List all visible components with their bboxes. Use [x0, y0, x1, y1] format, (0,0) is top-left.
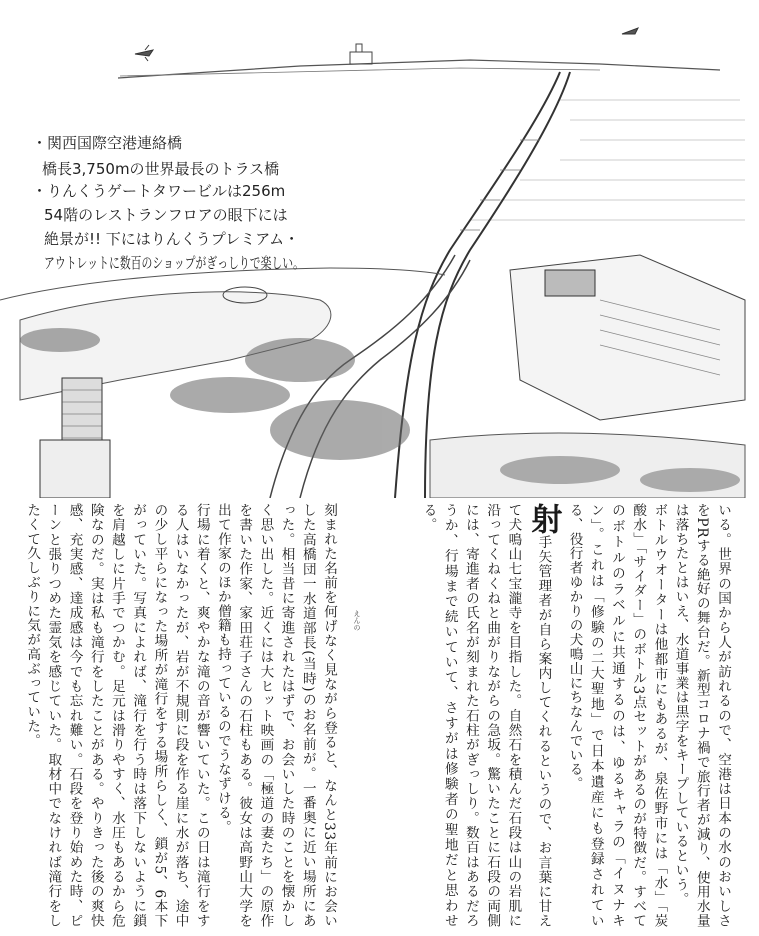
drop-cap: 射	[525, 503, 562, 535]
article-left-block	[9, 503, 339, 928]
article-right-block	[367, 503, 733, 928]
paragraph: 行場に着くと、爽やかな滝の音が響いていた。この日は滝行をする人はいなかったが、岩が不規則に段を作る崖に水が落ち、途中の少し平らになった場所が滝行をする場所らしく、鎖が5、6本下がっていた。写真によれば、滝行を行う時は落下しないように鎖を肩越しに片手でつかむ。足元は滑りやすく、水圧もあるから危険なのだ。実は私も滝行をしたことがある。やりきった後の爽快感、充実感、達成感は今でも忘れ難い。石段を登り始めた時、ピーンと張りつめた霊気を感じていた。取材中でなければ滝行をしたくて久しぶりに気が高ぶっていた。	[24, 503, 210, 928]
note-line-1: ・関西国際空港連絡橋	[32, 134, 183, 152]
paragraph-body: 手矢管理者が自ら案内してくれるというので、お言葉に甘えて犬鳴山七宝瀧寺を目指した。自然石を積んだ石段は山の岩肌に沿ってくねくねと曲がりながらの急坂。驚いたことに石段の両側には、寄進者の氏名が刻まれた石柱がぎっしり。数百はあるだろうか、行場まで続いていて、さすがは修験者の聖地だと思わせる。	[420, 503, 552, 928]
paragraph: いる。世界の国から人が訪れるので、空港は日本の水のおいしさをPRする絶好の舞台だ。新型コロナ禍で旅行者が減り、使用水量は落ちたとはいえ、水道事業は黒字をキープしているという。	[672, 503, 731, 928]
note-line-6: アウトレットに数百のショップがぎっしりで楽しい。	[44, 254, 304, 272]
note-line-4: 54階のレストランフロアの眼下には	[44, 206, 288, 224]
note-line-3: ・りんくうゲートタワービルは256m	[32, 182, 286, 200]
ruby-annotation: えんの	[353, 610, 361, 631]
note-line-5: 絶景が!! 下にはりんくうプレミアム・	[44, 230, 300, 248]
paragraph: ボトルウオーターは他都市にもあるが、泉佐野市には「水」「炭酸水」「サイダー」のボトル3点セットがあるのが特徴だ。すべてのボトルのラベルに共通するのは、ゆるキャラの「イヌナキン」。これは「修験の二大聖地」で日本遺産にも登録されている、役行者ゆかりの犬鳴山にちなんでいる。	[566, 503, 668, 928]
note-line-2: 橋長3,750mの世界最長のトラス橋	[42, 160, 280, 178]
paragraph-dropcap	[417, 503, 563, 928]
paragraph: 刻まれた名前を何げなく見ながら登ると、なんと33年前にお会いした高橋団一水道部長(当時)のお名前が。一番奥に近い場所にあった。相当昔に寄進されたはずで、お会いした時のことを懐かしく思い出した。近くには大ヒット映画の「極道の妻たち」の原作を書いた作家、家田荘子さんの石柱もある。彼女は高野山大学を出て作家のほか僧籍も持っているのでうなずける。	[214, 503, 337, 928]
